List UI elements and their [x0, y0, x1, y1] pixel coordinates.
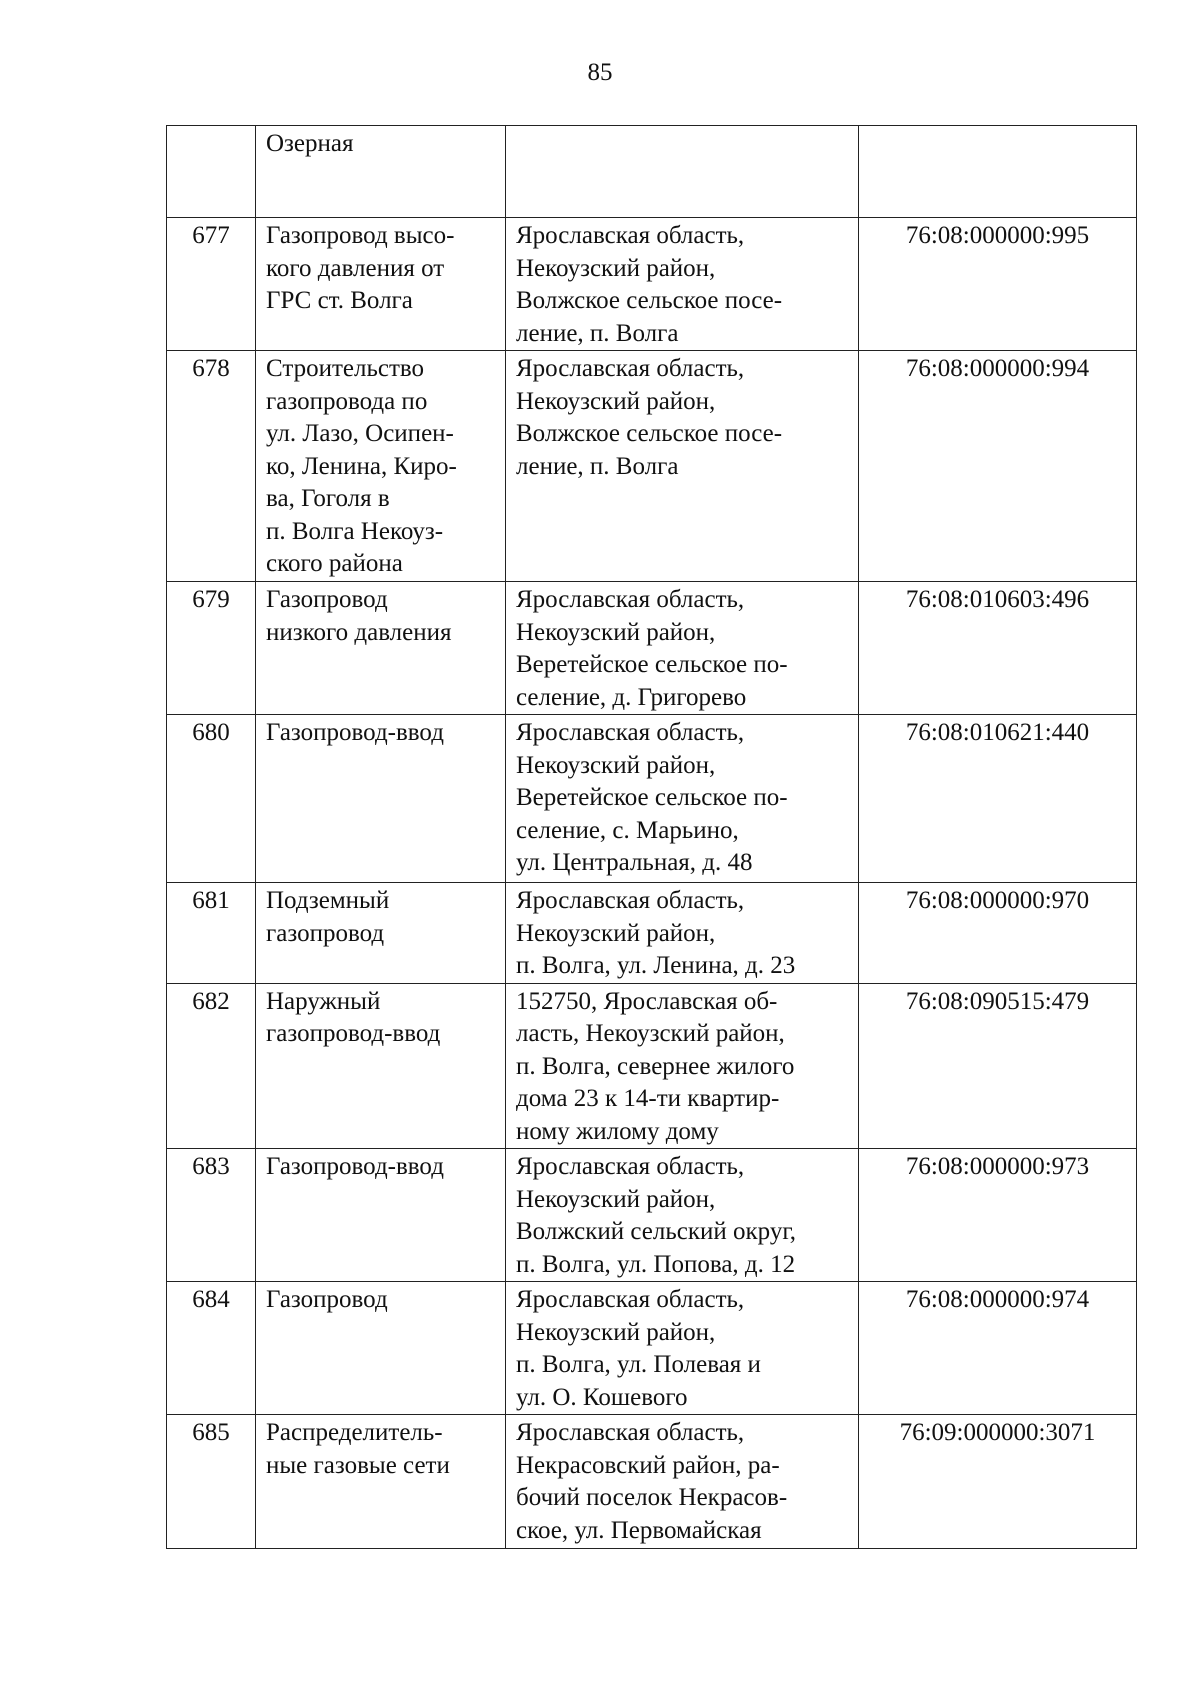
- object-address-line: Ярославская область,: [516, 887, 745, 914]
- row-number: 682: [167, 983, 256, 1149]
- object-address: [506, 1282, 859, 1415]
- object-name-line: ва, Гоголя в: [266, 485, 390, 512]
- object-name-line: кого давления от: [266, 254, 445, 282]
- object-address-line: Некоузский район,: [516, 1318, 716, 1346]
- object-address: [506, 715, 859, 883]
- cadastral-number: 76:08:000000:973: [859, 1149, 1137, 1282]
- row-number: 681: [167, 883, 256, 984]
- object-address-line: бочий поселок Некрасов-: [516, 1484, 788, 1511]
- object-address-line: Некоузский район,: [516, 751, 716, 779]
- object-address: [506, 351, 859, 582]
- object-address-line: Некоузский район,: [516, 1185, 716, 1213]
- object-address-line: селение, д. Григорево: [516, 683, 747, 711]
- object-name: [256, 1415, 506, 1549]
- cadastral-number: 76:08:010621:440: [859, 715, 1137, 883]
- object-address-line: Ярославская область,: [516, 586, 745, 613]
- object-name: [256, 351, 506, 582]
- object-name: [256, 582, 506, 715]
- registry-table: [166, 125, 1137, 1549]
- object-address-line: ул. О. Кошевого: [516, 1383, 688, 1411]
- object-name-line: Газопровод-ввод: [266, 1153, 444, 1180]
- object-address: [506, 218, 859, 351]
- object-address-line: Ярославская область,: [516, 1419, 745, 1446]
- object-address-line: Ярославская область,: [516, 355, 745, 382]
- cadastral-number: 76:08:090515:479: [859, 983, 1137, 1149]
- object-name-line: п. Волга Некоуз-: [266, 517, 444, 545]
- object-address-line: Некоузский район,: [516, 254, 716, 282]
- page-number: 85: [587, 59, 613, 86]
- object-name-line: ные газовые сети: [266, 1451, 450, 1479]
- object-name-line: газопровода по: [266, 387, 428, 415]
- object-address-line: Веретейское сельское по-: [516, 784, 788, 811]
- table-row: [167, 983, 1137, 1149]
- object-address-line: селение, с. Марьино,: [516, 816, 739, 844]
- object-address-line: п. Волга, ул. Полевая и: [516, 1351, 761, 1378]
- object-address-line: ское, ул. Первомайская: [516, 1516, 762, 1544]
- object-address-line: Ярославская область,: [516, 1286, 745, 1313]
- object-address: [506, 582, 859, 715]
- row-number: 679: [167, 582, 256, 715]
- table-row: [167, 582, 1137, 715]
- row-number: 683: [167, 1149, 256, 1282]
- object-address-line: Волжское сельское посе-: [516, 420, 783, 447]
- object-address-line: ласть, Некоузский район,: [516, 1020, 785, 1047]
- object-address-line: п. Волга, ул. Ленина, д. 23: [516, 952, 796, 979]
- cadastral-number: 76:08:000000:994: [859, 351, 1137, 582]
- object-address-line: 152750, Ярославская об-: [516, 987, 778, 1015]
- object-address-line: ление, п. Волга: [516, 452, 679, 480]
- object-name-line: ко, Ленина, Киро-: [266, 452, 457, 480]
- object-address-line: Волжское сельское посе-: [516, 287, 783, 314]
- table-row: [167, 351, 1137, 582]
- object-address-line: Некоузский район,: [516, 387, 716, 415]
- object-name-line: Озерная: [266, 130, 354, 157]
- cadastral-number: 76:08:000000:974: [859, 1282, 1137, 1415]
- object-address-line: ному жилому дому: [516, 1117, 719, 1145]
- object-name-line: Строительство: [266, 355, 425, 382]
- object-address-line: Некрасовский район, ра-: [516, 1451, 780, 1479]
- table-row: [167, 1415, 1137, 1549]
- object-name-line: Распределитель-: [266, 1419, 443, 1446]
- object-name: [256, 1282, 506, 1415]
- object-name: [256, 218, 506, 351]
- object-name-line: ГРС ст. Волга: [266, 287, 413, 314]
- object-name-line: Газопровод: [266, 1286, 388, 1313]
- object-address-line: Ярославская область,: [516, 222, 745, 249]
- object-address: [506, 1415, 859, 1549]
- row-number: 677: [167, 218, 256, 351]
- object-name-line: ул. Лазо, Осипен-: [266, 420, 454, 447]
- cadastral-number: [859, 126, 1137, 218]
- row-number: 684: [167, 1282, 256, 1415]
- object-address-line: ул. Центральная, д. 48: [516, 849, 753, 876]
- table-row: [167, 218, 1137, 351]
- object-name-line: Газопровод-ввод: [266, 719, 444, 746]
- object-name: [256, 883, 506, 984]
- cadastral-number: 76:08:000000:970: [859, 883, 1137, 984]
- object-address-line: Волжский сельский округ,: [516, 1218, 797, 1245]
- object-name: [256, 715, 506, 883]
- object-name-line: Газопровод высо-: [266, 222, 455, 249]
- object-address-line: Ярославская область,: [516, 719, 745, 746]
- object-address-line: ление, п. Волга: [516, 319, 679, 347]
- object-address-line: Веретейское сельское по-: [516, 651, 788, 678]
- object-name-line: Подземный: [266, 887, 390, 914]
- table-row: [167, 883, 1137, 984]
- object-name-line: низкого давления: [266, 618, 452, 646]
- row-number: 678: [167, 351, 256, 582]
- object-address-line: Некоузский район,: [516, 919, 716, 947]
- object-name-line: газопровод: [266, 919, 385, 947]
- object-name: [256, 1149, 506, 1282]
- table-row: [167, 1149, 1137, 1282]
- object-address-line: п. Волга, севернее жилого: [516, 1052, 795, 1080]
- object-name: [256, 983, 506, 1149]
- row-number: 680: [167, 715, 256, 883]
- row-number: 685: [167, 1415, 256, 1549]
- cadastral-number: 76:08:000000:995: [859, 218, 1137, 351]
- row-number: [167, 126, 256, 218]
- object-address-line: Ярославская область,: [516, 1153, 745, 1180]
- object-address: [506, 126, 859, 218]
- object-address: [506, 883, 859, 984]
- object-name: [256, 126, 506, 218]
- object-name-line: ского района: [266, 550, 403, 577]
- object-name-line: Газопровод: [266, 586, 388, 613]
- object-address-line: дома 23 к 14-ти квартир-: [516, 1085, 780, 1112]
- registry-table-body: [167, 126, 1137, 1549]
- object-address-line: п. Волга, ул. Попова, д. 12: [516, 1250, 796, 1278]
- table-row: [167, 126, 1137, 218]
- table-row: [167, 1282, 1137, 1415]
- table-row: [167, 715, 1137, 883]
- object-address-line: Некоузский район,: [516, 618, 716, 646]
- object-name-line: газопровод-ввод: [266, 1020, 441, 1047]
- cadastral-number: 76:09:000000:3071: [859, 1415, 1137, 1549]
- object-address: [506, 1149, 859, 1282]
- object-name-line: Наружный: [266, 987, 381, 1015]
- cadastral-number: 76:08:010603:496: [859, 582, 1137, 715]
- object-address: [506, 983, 859, 1149]
